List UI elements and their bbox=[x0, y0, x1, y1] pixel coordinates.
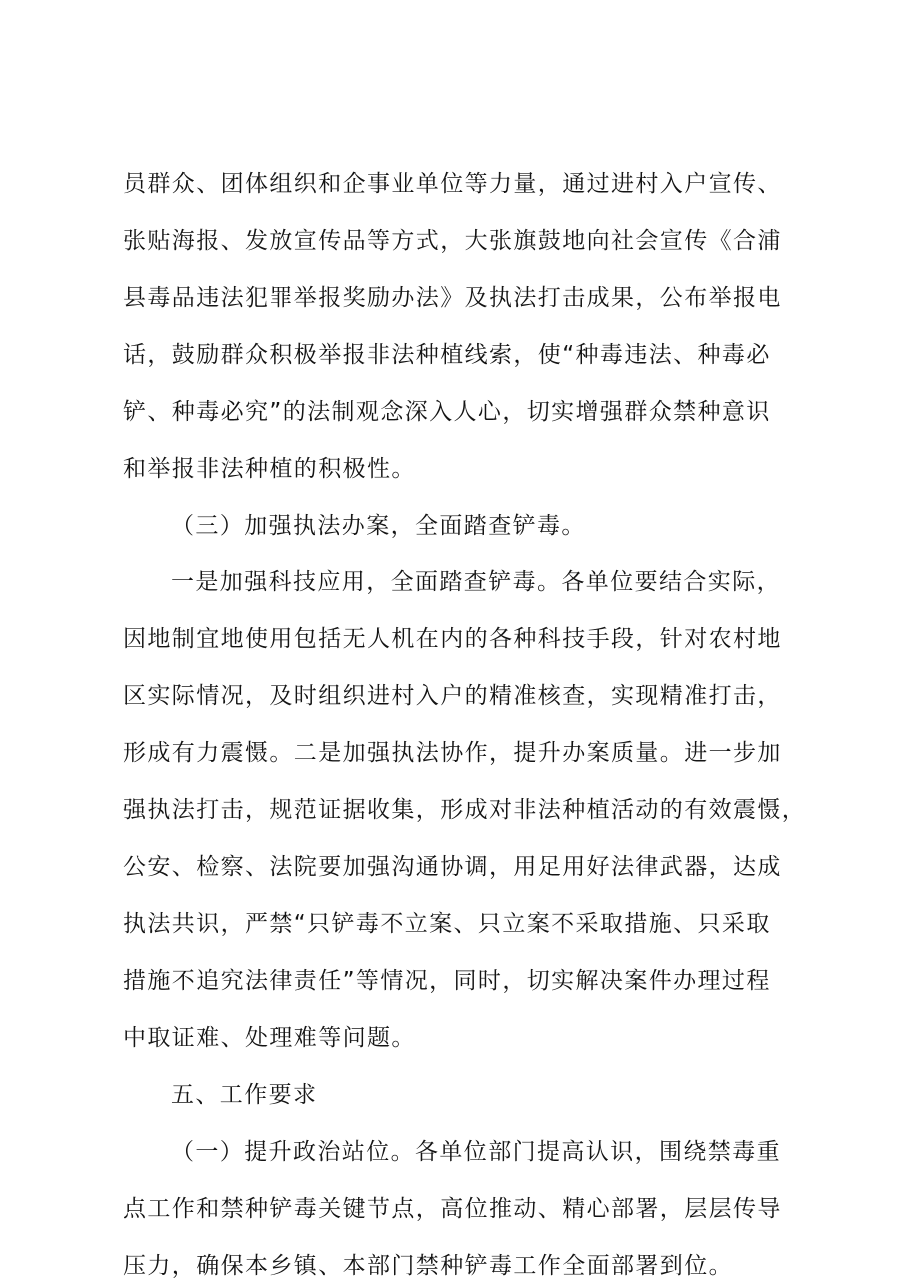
text-line: 张贴海报、发放宣传品等方式，大张旗鼓地向社会宣传《合浦 bbox=[123, 228, 782, 254]
text-line: 执法共识，严禁“只铲毒不立案、只立案不采取措施、只采取 bbox=[123, 911, 771, 937]
text-line: 中取证难、处理难等问题。 bbox=[123, 1025, 416, 1051]
section-heading: 五、工作要求 bbox=[171, 1082, 318, 1108]
text-line: 区实际情况，及时组织进村入户的精准核查，实现精准打击， bbox=[123, 683, 782, 709]
text-line: 话，鼓励群众积极举报非法种植线索，使“种毒违法、种毒必 bbox=[123, 342, 771, 368]
text-line: 措施不追究法律责任”等情况，同时，切实解决案件办理过程 bbox=[123, 968, 771, 994]
text-line: （一）提升政治站位。各单位部门提高认识，围绕禁毒重 bbox=[171, 1139, 781, 1165]
text-line: 因地制宜地使用包括无人机在内的各种科技手段，针对农村地 bbox=[123, 626, 782, 652]
text-line: 员群众、团体组织和企事业单位等力量，通过进村入户宣传、 bbox=[123, 171, 782, 197]
text-line: 和举报非法种植的积极性。 bbox=[123, 456, 416, 482]
text-line: 压力，确保本乡镇、本部门禁种铲毒工作全面部署到位。 bbox=[123, 1253, 733, 1279]
text-line: 强执法打击，规范证据收集，形成对非法种植活动的有效震慑， bbox=[123, 797, 807, 823]
text-line: 形成有力震慑。二是加强执法协作，提升办案质量。进一步加 bbox=[123, 740, 782, 766]
text-line: 铲、种毒必究”的法制观念深入人心，切实增强群众禁种意识 bbox=[123, 399, 771, 425]
section-heading: （三）加强执法办案，全面踏查铲毒。 bbox=[171, 513, 586, 539]
text-line: 县毒品违法犯罪举报奖励办法》及执法打击成果，公布举报电 bbox=[123, 285, 782, 311]
text-line: 点工作和禁种铲毒关键节点，高位推动、精心部署，层层传导 bbox=[123, 1196, 782, 1222]
text-line: 一是加强科技应用，全面踏查铲毒。各单位要结合实际， bbox=[171, 569, 781, 595]
text-line: 公安、检察、法院要加强沟通协调，用足用好法律武器，达成 bbox=[123, 854, 782, 880]
